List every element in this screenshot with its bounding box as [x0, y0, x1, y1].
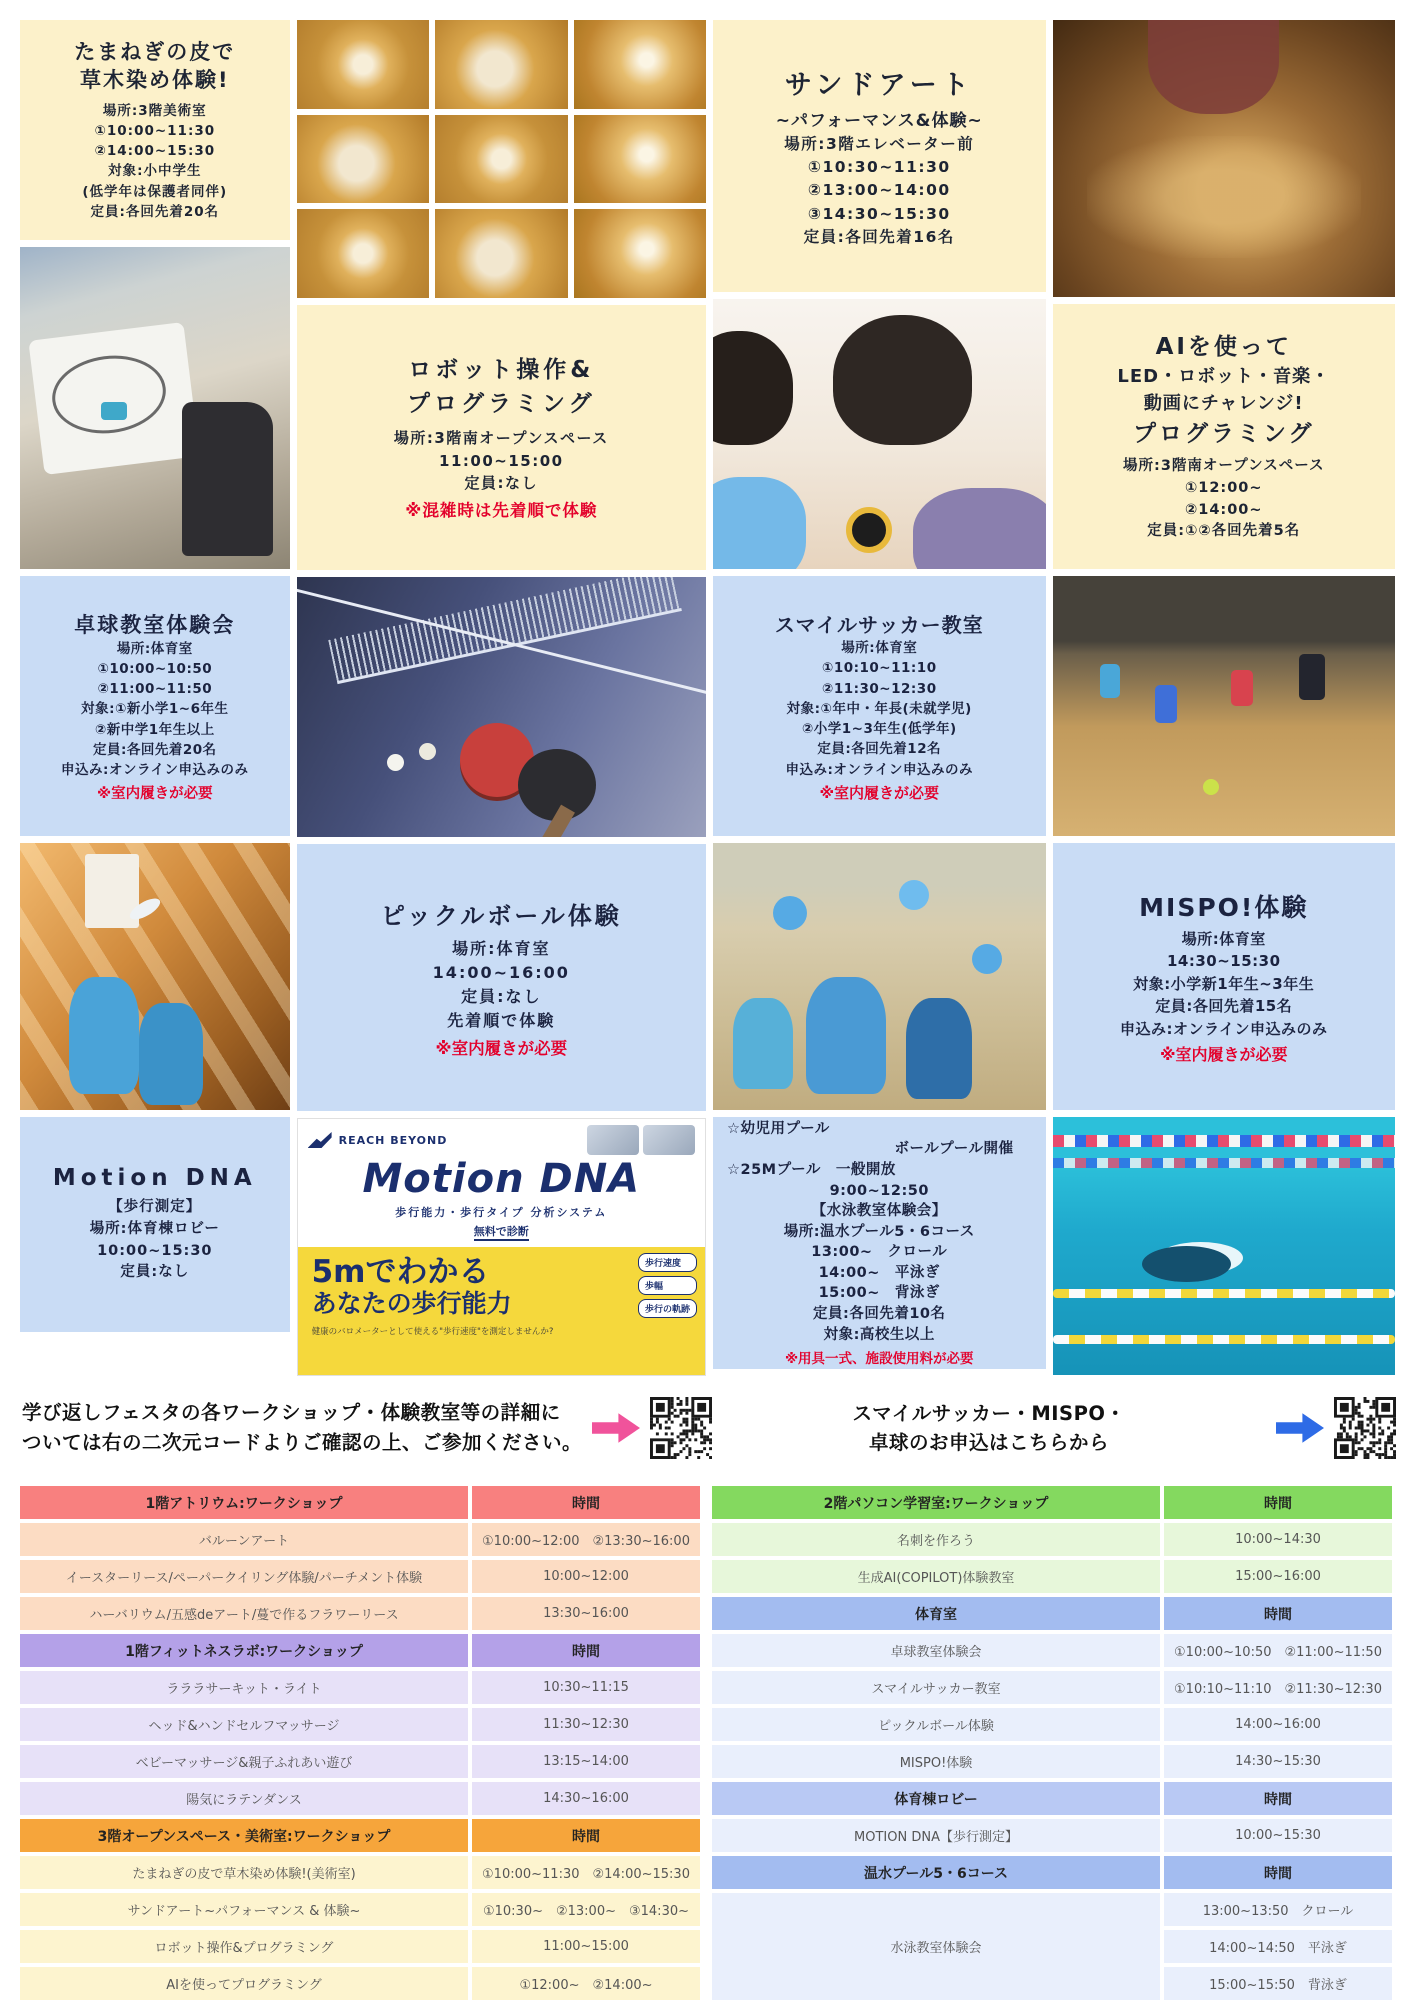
card-title: LED・ロボット・音楽・ — [1117, 366, 1331, 388]
activity-cell: 卓球教室体験会 — [712, 1634, 1160, 1667]
grid-column-4 — [1053, 20, 1396, 1376]
photo-soccer-gym — [1053, 576, 1396, 836]
text-line: ②11:30~12:30 — [821, 680, 937, 697]
photo-decor — [329, 577, 683, 684]
card-pickleball — [297, 844, 706, 1111]
photo-decor — [1148, 20, 1278, 114]
text-line: 【水泳教室体験会】 — [811, 1203, 947, 1220]
table-row — [712, 1523, 1392, 1556]
text-line: 歩行速度 — [638, 1253, 697, 1272]
photo-sand-art — [1053, 20, 1396, 297]
table-header-row — [712, 1856, 1392, 1889]
time-cell: 11:00~15:00 — [472, 1930, 700, 1963]
time-cell: ①10:00~11:30 ②14:00~15:30 — [472, 1856, 700, 1889]
activity-cell: バルーンアート — [20, 1523, 468, 1556]
tiedye-swatch — [297, 115, 429, 204]
time-cell: 14:30~16:00 — [472, 1782, 700, 1815]
photo-decor — [1100, 664, 1120, 698]
schedule-table-right — [712, 1486, 1392, 2000]
table-row — [20, 1597, 700, 1630]
text-line: 申込み:オンライン申込みのみ — [61, 762, 249, 779]
photo-decor — [387, 754, 404, 771]
table-row — [20, 1523, 700, 1556]
table-row — [20, 1745, 700, 1778]
table-row — [20, 1930, 700, 1963]
card-title: スマイルサッカー教室 — [774, 613, 984, 638]
photo-decor — [972, 944, 1002, 974]
text-line: ボールプール開催 — [894, 1141, 1014, 1158]
text-line: 10:00~15:30 — [97, 1242, 213, 1259]
ad-tagline: REACH BEYOND — [338, 1133, 448, 1147]
photo-table-tennis — [297, 577, 706, 837]
tiedye-swatch — [574, 115, 706, 204]
photo-decor — [1231, 670, 1253, 706]
text-line: 14:00~ 平泳ぎ — [818, 1264, 940, 1281]
card-lines — [1123, 456, 1324, 543]
time-cell: ①12:00~ ②14:00~ — [472, 1967, 700, 2000]
card-lines — [1120, 928, 1328, 1041]
table-row — [712, 1708, 1392, 1741]
arrow-right-icon-blue — [1276, 1412, 1324, 1444]
table-header-row — [712, 1782, 1392, 1815]
activity-cell: スマイルサッカー教室 — [712, 1671, 1160, 1704]
tiedye-swatch — [435, 209, 567, 298]
qr-info-text — [22, 1398, 582, 1458]
photo-decor — [713, 331, 793, 444]
text-line: 歩幅 — [638, 1276, 697, 1295]
qr-info-line: ついては右の二次元コードよりご確認の上、ご参加ください。 — [22, 1431, 583, 1454]
warning-text: ※室内履きが必要 — [819, 783, 940, 802]
text-line: ②11:00~11:50 — [97, 681, 213, 698]
text-line: 定員:各回先着20名 — [92, 741, 217, 758]
grid-column-2 — [297, 20, 706, 1376]
photo-decor — [833, 315, 973, 445]
table-row — [712, 1560, 1392, 1593]
qr-info-line: 学び返しフェスタの各ワークショップ・体験教室等の詳細に — [22, 1400, 561, 1424]
mizuno-logo-icon — [308, 1132, 332, 1148]
table-row — [20, 1967, 700, 2000]
table-row — [20, 1708, 700, 1741]
card-onion-dye — [20, 20, 290, 240]
card-lines — [394, 427, 609, 495]
ad-banner-line2: あなたの歩行能力 — [311, 1289, 512, 1319]
card-title: たまねぎの皮で — [74, 39, 236, 64]
warning-text: ※室内履きが必要 — [97, 786, 213, 803]
time-header-cell: 時間 — [1164, 1597, 1392, 1630]
tiedye-swatch — [435, 115, 567, 204]
activity-cell: ピックルボール体験 — [712, 1708, 1160, 1741]
photo-decor — [139, 1003, 204, 1104]
photo-decor — [1203, 779, 1219, 795]
text-line: ①10:00~10:50 — [97, 660, 213, 677]
card-lines — [61, 639, 249, 781]
text-line: 場所:3階エレベーター前 — [784, 134, 975, 153]
warning-text: ※室内履きが必要 — [1159, 1045, 1288, 1065]
photo-decor — [906, 998, 973, 1099]
photo-kids-robot — [713, 299, 1046, 569]
card-sand-art — [713, 20, 1046, 292]
table-row — [712, 1634, 1392, 1667]
time-header-cell: 時間 — [1164, 1486, 1392, 1519]
time-cell: 13:00~13:50 クロール — [1164, 1893, 1392, 1926]
activity-cell: 生成AI(COPILOT)体験教室 — [712, 1560, 1160, 1593]
tiedye-swatch — [297, 209, 429, 298]
photo-decor — [846, 507, 892, 553]
text-line: 申込み:オンライン申込みのみ — [785, 761, 973, 778]
text-line: 定員:各回先着20名 — [90, 203, 220, 220]
activity-cell: 水泳教室体験会 — [712, 1893, 1160, 2000]
card-title: ロボット操作& — [408, 357, 595, 384]
card-subtitle: ~パフォーマンス&体験~ — [775, 110, 983, 131]
grid-column-3 — [713, 20, 1046, 1376]
section-header-cell: 体育棟ロビー — [712, 1782, 1160, 1815]
table-row-merged — [712, 1893, 1392, 2000]
table-row — [712, 1819, 1392, 1852]
text-line: 先着順で体験 — [447, 1011, 556, 1030]
text-line: 場所:体育室 — [841, 640, 918, 657]
time-header-cell: 時間 — [1164, 1856, 1392, 1889]
time-cell: 10:00~14:30 — [1164, 1523, 1392, 1556]
ad-banner-line1: 5mでわかる — [311, 1254, 490, 1290]
activity-cell: イースターリース/ペーパークイリング体験/パーチメント体験 — [20, 1560, 468, 1593]
text-line: ①10:30~11:30 — [807, 158, 951, 177]
card-title: MISPO!体験 — [1139, 892, 1309, 922]
time-cell: 14:30~15:30 — [1164, 1745, 1392, 1778]
qr-code-signup — [1334, 1397, 1396, 1459]
text-line: 場所:体育室 — [452, 939, 551, 958]
qr-signup-text — [712, 1399, 1266, 1458]
text-line: ③14:30~15:30 — [807, 204, 951, 223]
photo-wood-gym — [20, 843, 290, 1110]
card-soccer — [713, 576, 1046, 836]
activity-cell: ベビーマッサージ&親子ふれあい遊び — [20, 1745, 468, 1778]
table-row — [20, 1560, 700, 1593]
photo-decor — [1299, 654, 1325, 700]
schedule-table-left — [20, 1486, 700, 2000]
tiedye-swatch — [574, 209, 706, 298]
card-title: ピックルボール体験 — [380, 902, 622, 930]
pennant-flags-decor — [1053, 1158, 1396, 1168]
text-line: 対象:①年中・年長(未就学児) — [786, 700, 972, 717]
photo-decor — [806, 977, 886, 1094]
qr-signup-line: 卓球のお申込はこちらから — [868, 1431, 1109, 1454]
photo-decor — [587, 1125, 639, 1155]
ad-free-label: 無料で診断 — [474, 1223, 529, 1241]
card-title: プログラミング — [1132, 420, 1315, 447]
text-line: 対象:高校生以上 — [823, 1326, 935, 1343]
table-header-row — [712, 1597, 1392, 1630]
table-header-row — [20, 1634, 700, 1667]
card-title: プログラミング — [407, 390, 596, 417]
tiedye-swatch — [435, 20, 567, 109]
ad-motion-dna — [297, 1118, 706, 1376]
activity-cell: ヘッド&ハンドセルフマッサージ — [20, 1708, 468, 1741]
tiedye-swatch — [574, 20, 706, 109]
card-lines — [90, 1197, 220, 1284]
card-pool-schedule — [713, 1117, 1046, 1369]
pennant-flags-decor — [1053, 1135, 1396, 1147]
section-header-cell: 3階オープンスペース・美術室:ワークショップ — [20, 1819, 468, 1852]
qr-band — [0, 1380, 1414, 1476]
table-row — [20, 1782, 700, 1815]
time-header-cell: 時間 — [472, 1634, 700, 1667]
photo-decor — [1053, 1335, 1396, 1344]
photo-ball-gym — [713, 843, 1046, 1110]
photo-decor — [913, 488, 1046, 569]
text-line: 11:00~15:00 — [439, 451, 564, 470]
photo-decor — [1155, 685, 1177, 723]
card-lines — [433, 937, 570, 1033]
text-line: 場所:3階南オープンスペース — [393, 429, 609, 448]
section-header-cell: 2階パソコン学習室:ワークショップ — [712, 1486, 1160, 1519]
activity-cell: MISPO!体験 — [712, 1745, 1160, 1778]
card-title: 卓球教室体験会 — [74, 612, 236, 637]
ad-tags — [638, 1253, 697, 1318]
photo-decor — [773, 896, 807, 930]
text-line: 申込み:オンライン申込みのみ — [1119, 1019, 1328, 1038]
time-cell: ①10:00~10:50 ②11:00~11:50 — [1164, 1634, 1392, 1667]
text-line: ①12:00~ — [1184, 479, 1263, 496]
card-lines — [786, 638, 974, 780]
time-cell: ①10:10~11:10 ②11:30~12:30 — [1164, 1671, 1392, 1704]
time-header-cell: 時間 — [472, 1486, 700, 1519]
ad-photos — [587, 1125, 695, 1155]
text-line: 場所:体育室 — [1181, 929, 1266, 948]
table-row — [712, 1745, 1392, 1778]
text-line: 定員:なし — [461, 987, 542, 1006]
text-line: 場所:3階美術室 — [102, 102, 207, 119]
text-line: ☆25Mプール 一般開放 — [727, 1161, 896, 1178]
schedule-tables — [0, 1486, 1414, 2000]
card-table-tennis — [20, 576, 290, 836]
text-line: 15:00~ 背泳ぎ — [818, 1285, 940, 1302]
activity-cell: たまねぎの皮で草木染め体験!(美術室) — [20, 1856, 468, 1889]
text-line: 定員:各回先着16名 — [803, 227, 955, 246]
time-cell: 13:30~16:00 — [472, 1597, 700, 1630]
table-row — [20, 1671, 700, 1704]
photo-tiedye-collage — [297, 20, 706, 298]
grid-column-1 — [20, 20, 290, 1376]
ad-middle — [298, 1155, 705, 1247]
text-line: 13:00~ クロール — [811, 1244, 948, 1261]
text-line: 定員:なし — [120, 1264, 190, 1281]
arrow-right-icon-pink — [592, 1412, 640, 1444]
time-cell: 10:00~15:30 — [1164, 1819, 1392, 1852]
text-line: 9:00~12:50 — [829, 1182, 929, 1199]
text-line: 定員:①②各回先着5名 — [1147, 523, 1301, 540]
photo-decor — [69, 977, 139, 1094]
qr-code-workshops — [650, 1397, 712, 1459]
time-cell: 13:15~14:00 — [472, 1745, 700, 1778]
ad-product-name: Motion DNA — [362, 1156, 641, 1202]
activity-cell: 陽気にラテンダンス — [20, 1782, 468, 1815]
text-line: ②13:00~14:00 — [807, 181, 951, 200]
text-line: 定員:なし — [464, 474, 539, 493]
text-line: 対象:小中学生 — [108, 163, 202, 180]
text-line: ①10:00~11:30 — [94, 122, 216, 139]
warning-text: ※室内履きが必要 — [435, 1039, 568, 1058]
activity-cell: ロボット操作&プログラミング — [20, 1930, 468, 1963]
section-header-cell: 温水プール5・6コース — [712, 1856, 1160, 1889]
photo-decor — [101, 402, 127, 420]
activity-cell: MOTION DNA【歩行測定】 — [712, 1819, 1160, 1852]
photo-decor — [1142, 1246, 1231, 1282]
card-title: AIを使って — [1155, 333, 1292, 360]
card-robot-programming — [297, 305, 706, 570]
table-header-row — [712, 1486, 1392, 1519]
photo-decor — [733, 998, 793, 1089]
text-line: 対象:小学新1年生~3年生 — [1133, 974, 1315, 993]
photo-decor — [1087, 136, 1361, 258]
card-title: サンドアート — [784, 69, 974, 101]
card-mispo — [1053, 843, 1396, 1110]
photo-pool — [1053, 1117, 1396, 1375]
table-row — [712, 1671, 1392, 1704]
text-line: (低学年は保護者同伴) — [82, 183, 228, 200]
table-row — [20, 1856, 700, 1889]
ad-header — [298, 1119, 705, 1155]
text-line: 定員:各回先着10名 — [813, 1306, 946, 1323]
card-title: Motion DNA — [52, 1165, 257, 1191]
text-line: 14:30~15:30 — [1166, 952, 1281, 971]
qr-signup-line: スマイルサッカー・MISPO・ — [852, 1401, 1126, 1425]
time-cell: 15:00~15:50 背泳ぎ — [1164, 1967, 1392, 2000]
warning-text: ※用具一式、施設使用料が必要 — [784, 1351, 974, 1368]
photo-decor — [899, 880, 929, 910]
table-header-row — [20, 1486, 700, 1519]
tiedye-swatch — [297, 20, 429, 109]
activity-cell: 名刺を作ろう — [712, 1523, 1160, 1556]
photo-decor — [1053, 1289, 1396, 1298]
photo-decor — [643, 1125, 695, 1155]
photo-decor — [182, 402, 274, 557]
card-lines — [784, 133, 974, 249]
section-header-cell: 1階フィットネスラボ:ワークショップ — [20, 1634, 468, 1667]
text-line: 場所:体育棟ロビー — [89, 1220, 220, 1237]
time-header-cell: 時間 — [472, 1819, 700, 1852]
text-line: ②14:00~15:30 — [94, 143, 216, 160]
text-line: ①10:10~11:10 — [821, 660, 937, 677]
time-cell: ①10:00~12:00 ②13:30~16:00 — [472, 1523, 700, 1556]
text-line: 場所:温水プール5・6コース — [783, 1223, 975, 1240]
table-row — [20, 1893, 700, 1926]
text-line: ②小学1~3年生(低学年) — [801, 721, 957, 738]
time-cell: 14:00~16:00 — [1164, 1708, 1392, 1741]
photo-decor — [419, 743, 436, 760]
photo-robot-course — [20, 247, 290, 569]
text-line: ②14:00~ — [1184, 501, 1263, 518]
time-cell-group — [1164, 1893, 1392, 2000]
photo-decor — [713, 477, 806, 569]
text-line: 場所:3階南オープンスペース — [1123, 458, 1325, 475]
activity-cell: AIを使ってプログラミング — [20, 1967, 468, 2000]
time-cell: 10:30~11:15 — [472, 1671, 700, 1704]
text-line: ②新中学1年生以上 — [94, 721, 215, 738]
time-header-cell: 時間 — [1164, 1782, 1392, 1815]
activity-cell: サンドアート~パフォーマンス & 体験~ — [20, 1893, 468, 1926]
table-header-row — [20, 1819, 700, 1852]
card-ai-programming — [1053, 304, 1396, 569]
section-header-cell: 1階アトリウム:ワークショップ — [20, 1486, 468, 1519]
text-line: 対象:①新小学1~6年生 — [81, 701, 229, 718]
time-cell: 11:30~12:30 — [472, 1708, 700, 1741]
text-line: 定員:各回先着15名 — [1155, 997, 1293, 1016]
time-cell: 14:00~14:50 平泳ぎ — [1164, 1930, 1392, 1963]
time-cell: ①10:30~ ②13:00~ ③14:30~ — [472, 1893, 700, 1926]
text-line: 14:00~16:00 — [432, 963, 570, 982]
card-lines — [82, 101, 227, 223]
ad-subtitle: 歩行能力・歩行タイプ 分析システム — [395, 1206, 608, 1219]
activity-cell: ハーバリウム/五感deアート/蔓で作るフラワーリース — [20, 1597, 468, 1630]
time-cell: 10:00~12:00 — [472, 1560, 700, 1593]
card-title: 動画にチャレンジ! — [1143, 392, 1304, 414]
text-line: 場所:体育室 — [116, 640, 193, 657]
text-line: 【歩行測定】 — [108, 1199, 202, 1215]
ad-banner — [298, 1247, 705, 1375]
time-cell: 15:00~16:00 — [1164, 1560, 1392, 1593]
section-header-cell: 体育室 — [712, 1597, 1160, 1630]
activity-cell: ラララサーキット・ライト — [20, 1671, 468, 1704]
card-title: 草木染め体験! — [80, 68, 230, 93]
ad-note: 健康のバロメーターとして使える"歩行速度"を測定しませんか? — [311, 1327, 554, 1338]
text-line: 定員:各回先着12名 — [817, 741, 942, 758]
text-line: ☆幼児用プール — [727, 1120, 830, 1137]
card-motion-dna — [20, 1117, 290, 1332]
warning-text: ※混雑時は先着順で体験 — [405, 500, 598, 520]
text-line: 歩行の軌跡 — [638, 1299, 697, 1318]
